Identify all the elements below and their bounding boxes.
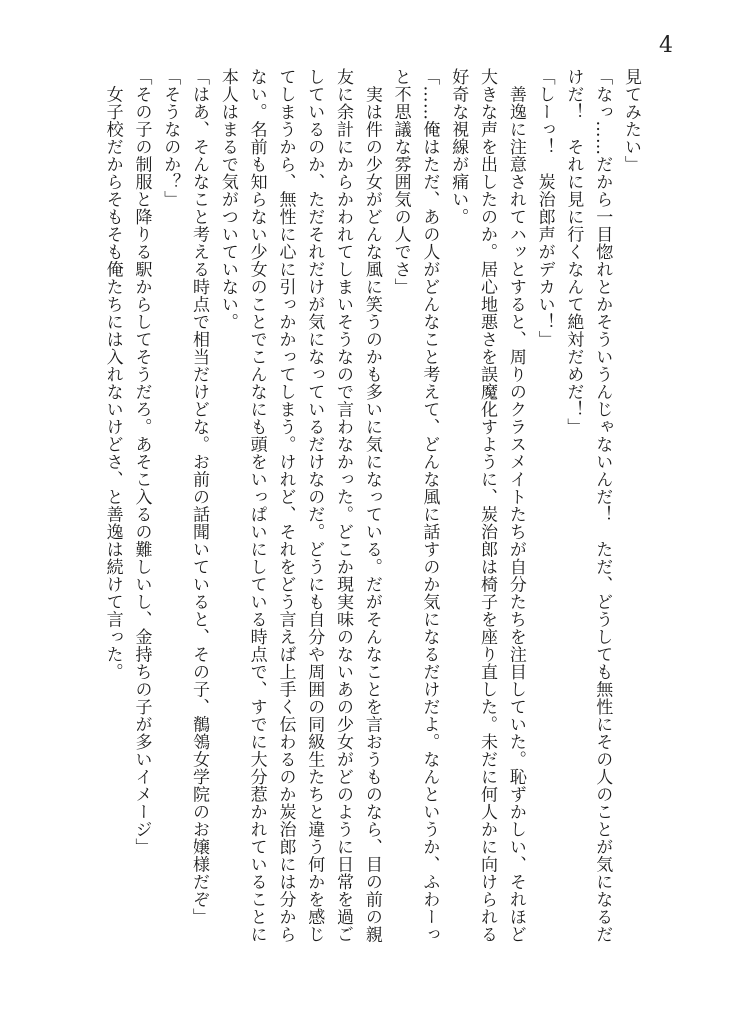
text-line-5: 善逸に注意されてハッとすると、周りのクラスメイトたちが自分たちを注目していた。恥ずかしい、それほど bbox=[505, 68, 526, 943]
text-line-14: ない。名前も知らない少女のことでこんなにも頭をいっぱいにしている時点で、すでに大分惹かれていることに bbox=[246, 68, 267, 943]
text-line-3: けだ！ それに見に行くなんて絶対だめだ！」 bbox=[563, 68, 584, 436]
text-line-18: 「その子の制服と降りる駅からしてそうだろ。あそこ入るの難しいし、金持ちの子が多いイメージ」 bbox=[131, 68, 152, 856]
text-line-1: 見てみたい」 bbox=[621, 68, 641, 173]
page-number: 4 bbox=[659, 33, 673, 58]
text-line-8: 「……俺はただ、あの人がどんなこと考えて、どんな風に話すのか気になるだけだよ。なんというか、ふわーっ bbox=[419, 68, 440, 943]
text-line-10: 実は件の少女がどんな風に笑うのかも多いに気になっている。だがそんなことを言おうものなら、目の前の親 bbox=[361, 68, 382, 943]
text-line-12: しているのか、ただそれだけが気になっているだけなのだ。どうにも自分や周囲の同級生たちと違う何かを感じ bbox=[304, 68, 325, 943]
text-line-15: 本人はまるで気がついていない。 bbox=[217, 68, 238, 331]
text-line-9: と不思議な雰囲気の人でさ」 bbox=[390, 68, 411, 296]
text-line-11: 友に余計にからかわれてしまいそうなので言わなかった。どこか現実味のないあの少女がどのように日常を過ご bbox=[333, 68, 354, 943]
text-line-4: 「しーっ！ 炭治郎声がデカい！」 bbox=[534, 68, 555, 348]
text-line-6: 大きな声を出したのか。居心地悪さを誤魔化すように、炭治郎は椅子を座り直した。未だに何人かに向けられる bbox=[477, 68, 498, 943]
text-line-13: てしまうから、無性に心に引っかかってしまう。けれど、それをどう言えば上手く伝わるのか炭治郎には分から bbox=[275, 68, 296, 943]
text-line-2: 「なっ……だから一目惚れとかそういうんじゃないんだ！ ただ、どうしても無性にその人のことが気になるだ bbox=[592, 68, 613, 943]
text-line-16: 「はあ、そんなこと考える時点で相当だけどな。お前の話聞いていると、その子、鶺鴒女学院のお嬢様だぞ」 bbox=[189, 68, 210, 926]
text-line-7: 好奇な視線が痛い。 bbox=[448, 68, 469, 226]
text-line-19: 女子校だからそもそも俺たちには入れないけどさ、と善逸は続けて言った。 bbox=[102, 68, 123, 681]
text-line-17: 「そうなのか？」 bbox=[160, 68, 181, 208]
novel-body-text bbox=[85, 68, 645, 968]
